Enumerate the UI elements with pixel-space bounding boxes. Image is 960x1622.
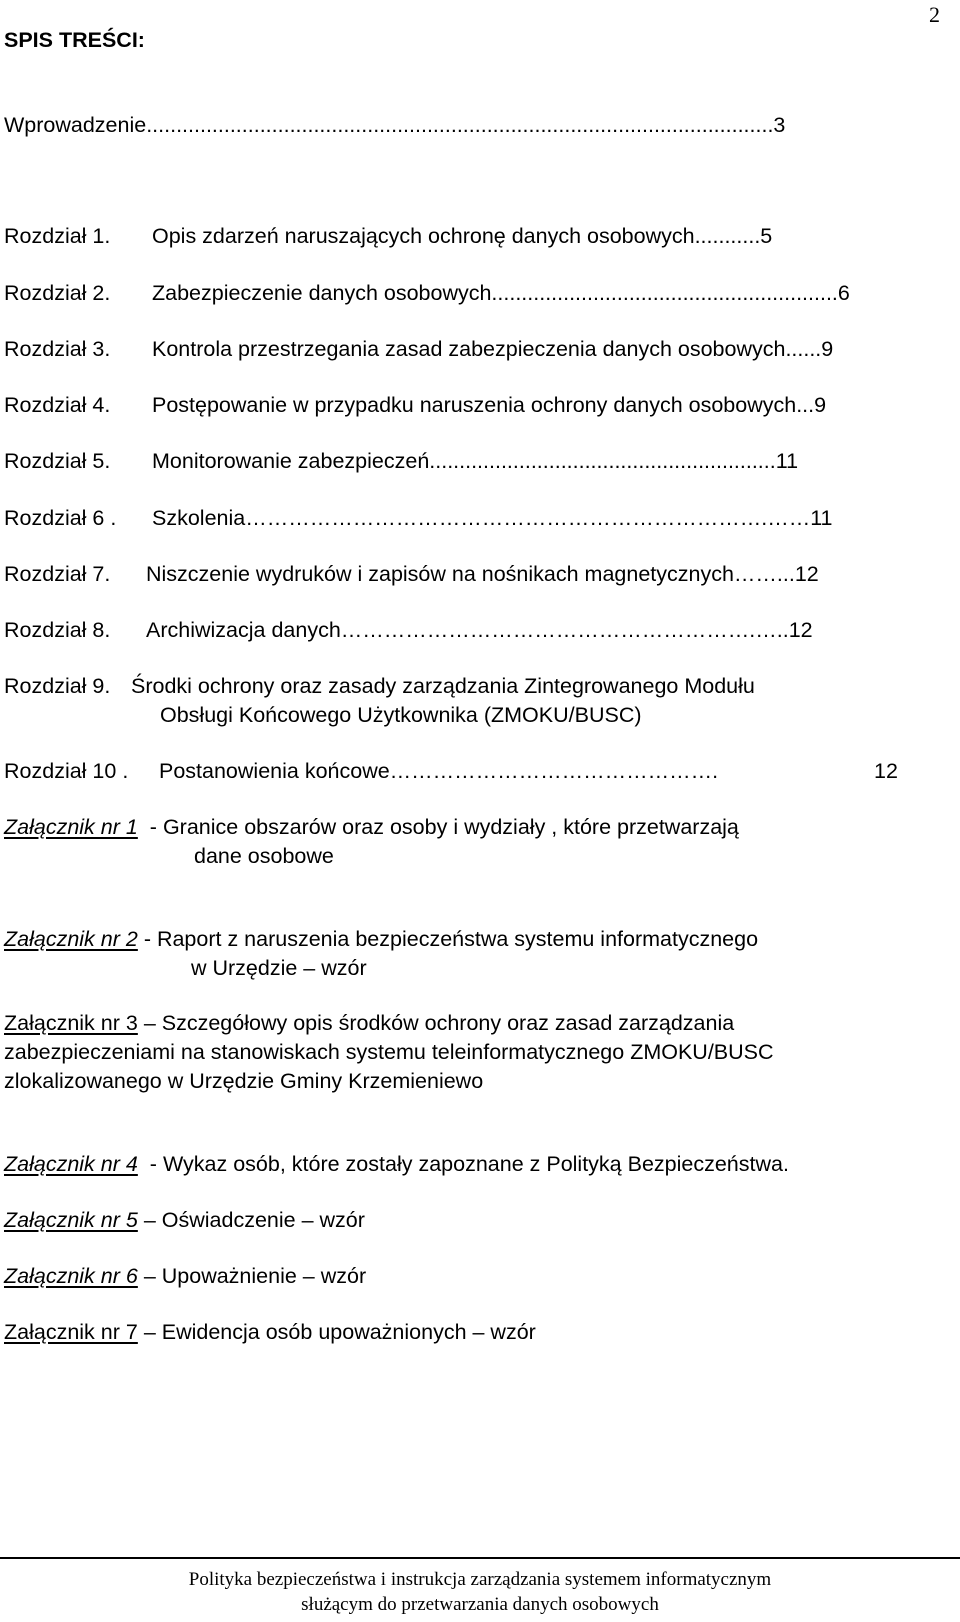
toc-chapter-title: Kontrola przestrzegania zasad zabezpieczenia danych osobowych......9	[152, 337, 834, 361]
toc-chapter-page: 12	[874, 759, 898, 783]
toc-annex-entry	[4, 1010, 734, 1036]
annex-separator: –	[137, 1320, 162, 1344]
toc-chapter-title: Szkolenia……………………………………………………………….……11	[152, 506, 833, 530]
annex-label: Załącznik nr 6	[4, 1264, 138, 1288]
annex-text-continuation: zabezpieczeniami na stanowiskach systemu teleinformatycznego ZMOKU/BUSC	[4, 1040, 774, 1064]
toc-chapter-title: Archiwizacja danych………………………………………………….…..12	[146, 618, 813, 642]
toc-chapter-label: Rozdział 2.	[4, 281, 111, 305]
toc-chapter-label: Rozdział 6 .	[4, 506, 117, 530]
annex-separator: -	[137, 815, 163, 839]
toc-chapter-label: Rozdział 7.	[4, 562, 111, 586]
annex-separator: -	[137, 927, 157, 951]
toc-heading: SPIS TREŚCI:	[4, 28, 145, 52]
toc-chapter-title: Monitorowanie zabezpieczeń..........................................................11	[152, 449, 799, 473]
annex-label: Załącznik nr 3	[4, 1011, 138, 1035]
toc-annex-entry	[4, 1151, 789, 1177]
annex-text: Raport z naruszenia bezpieczeństwa systemu informatycznego	[156, 927, 759, 951]
annex-text: Ewidencja osób upoważnionych – wzór	[161, 1320, 536, 1344]
annex-separator: –	[137, 1011, 162, 1035]
annex-separator: –	[137, 1264, 162, 1288]
annex-text: Granice obszarów oraz osoby i wydziały , które przetwarzają	[162, 815, 739, 839]
annex-text: Upoważnienie – wzór	[161, 1264, 367, 1288]
annex-separator: -	[137, 1152, 163, 1176]
footer-divider	[0, 1557, 960, 1559]
toc-chapter-label: Rozdział 9.	[4, 674, 111, 698]
annex-label: Załącznik nr 5	[4, 1208, 138, 1232]
annex-text-continuation: w Urzędzie – wzór	[191, 956, 367, 980]
annex-text: Szczegółowy opis środków ochrony oraz zasad zarządzania	[161, 1011, 735, 1035]
annex-text: Wykaz osób, które zostały zapoznane z Polityką Bezpieczeństwa.	[162, 1152, 789, 1176]
annex-text: Oświadczenie – wzór	[161, 1208, 365, 1232]
annex-text-continuation: zlokalizowanego w Urzędzie Gminy Krzemieniewo	[4, 1069, 484, 1093]
toc-annex-entry	[4, 1319, 536, 1345]
toc-chapter-title: Postępowanie w przypadku naruszenia ochrony danych osobowych...9	[152, 393, 827, 417]
toc-chapter-label: Rozdział 1.	[4, 224, 111, 248]
annex-separator: –	[137, 1208, 162, 1232]
toc-chapter-label: Rozdział 5.	[4, 449, 111, 473]
toc-intro-entry: Wprowadzenie.........................................................................................................3	[4, 113, 786, 137]
toc-chapter-title: Zabezpieczenie danych osobowych..........................................................6	[152, 281, 850, 305]
toc-annex-entry	[4, 1207, 365, 1233]
toc-chapter-label: Rozdział 10 .	[4, 759, 129, 783]
footer-line-1: Polityka bezpieczeństwa i instrukcja zarządzania systemem informatycznym	[188, 1569, 772, 1590]
toc-chapter-label: Rozdział 3.	[4, 337, 111, 361]
toc-chapter-title: Opis zdarzeń naruszających ochronę danych osobowych...........5	[152, 224, 773, 248]
annex-label: Załącznik nr 1	[4, 815, 138, 839]
toc-annex-entry	[4, 1263, 366, 1289]
toc-chapter-title: Postanowienia końcowe……………………………………….	[159, 759, 719, 783]
toc-chapter-title: Środki ochrony oraz zasady zarządzania Zintegrowanego Modułu	[131, 674, 755, 698]
toc-chapter-title-continuation: Obsługi Końcowego Użytkownika (ZMOKU/BUSC)	[160, 703, 642, 727]
toc-annex-entry	[4, 814, 739, 840]
toc-annex-entry	[4, 926, 758, 952]
toc-chapter-title: Niszczenie wydruków i zapisów na nośnikach magnetycznych……...12	[146, 562, 819, 586]
annex-label: Załącznik nr 2	[4, 927, 138, 951]
page-number: 2	[929, 2, 940, 27]
annex-text-continuation: dane osobowe	[194, 844, 334, 868]
toc-chapter-label: Rozdział 4.	[4, 393, 111, 417]
annex-label: Załącznik nr 7	[4, 1320, 138, 1344]
annex-label: Załącznik nr 4	[4, 1152, 138, 1176]
footer-line-2: służącym do przetwarzania danych osobowych	[301, 1594, 659, 1615]
toc-chapter-label: Rozdział 8.	[4, 618, 111, 642]
